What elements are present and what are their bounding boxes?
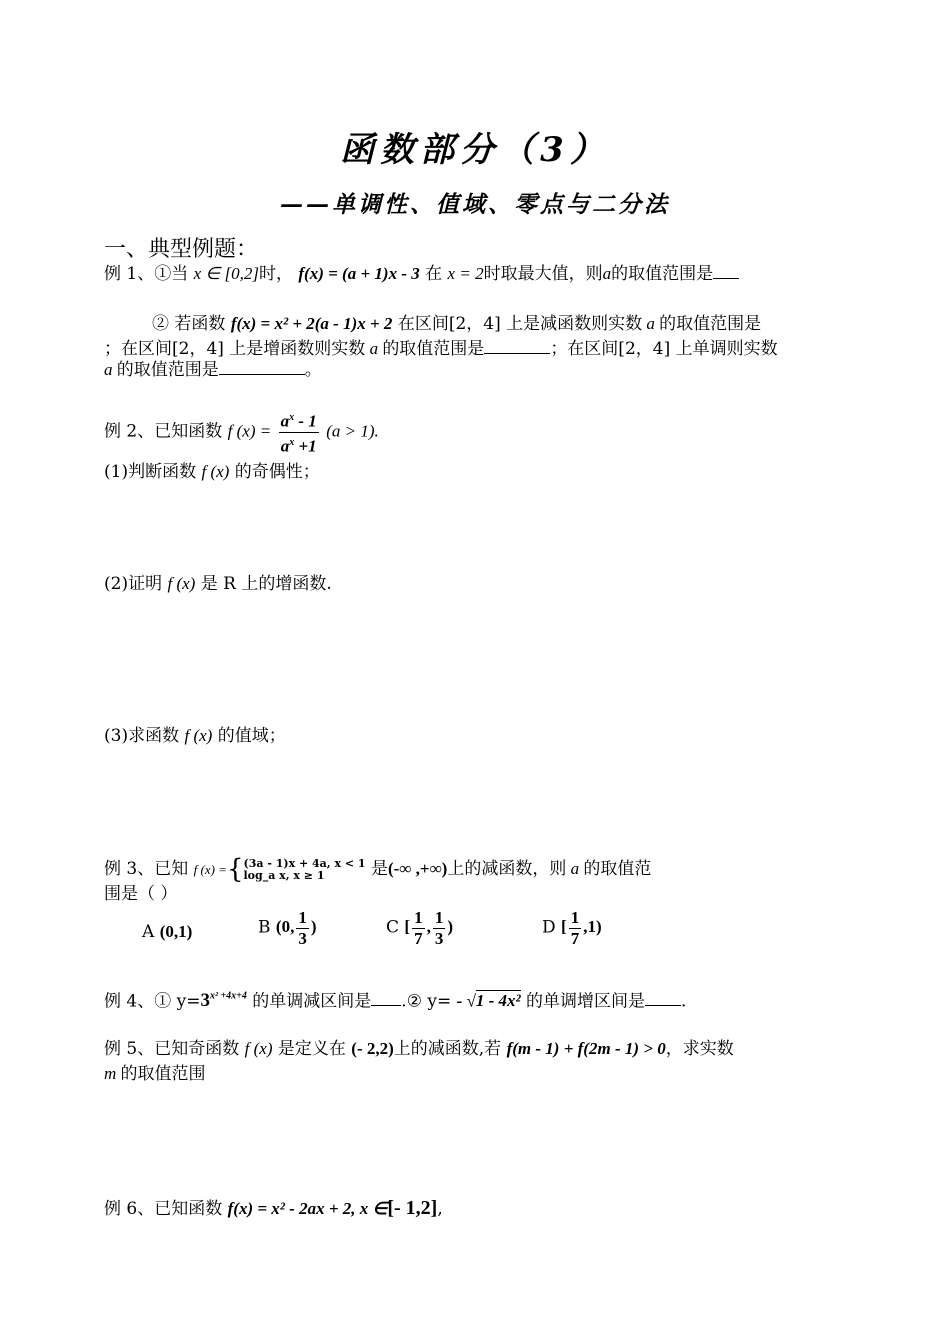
text: ；在区间[2，4] 上是增函数则实数 [104,339,366,359]
example-2 [104,408,379,456]
text: 的取值范围是 [611,264,714,284]
section-heading: 一、典型例题： [104,237,259,262]
answer-blank [219,358,305,375]
math-a: a [642,314,660,333]
page-title: 函数部分（3） [340,130,610,170]
choice-a-text: (0,1) [159,922,193,941]
text: (1)判断函数 [104,462,197,482]
piece-2: log_a x, x ≥ 1 [243,868,325,882]
text: ①当 [154,264,189,284]
text: 的单调减区间是 [252,991,372,1012]
text: 。 [304,360,322,380]
piece-1: (3a - 1)x + 4a, x < 1 [243,856,366,870]
example-3 [104,854,652,885]
text: 例 4、① y= [104,991,201,1012]
text: . [681,991,687,1012]
math-x-in-interval: x ∈ [0,2] [193,264,259,283]
text: 的值域； [217,726,286,746]
choice-c [386,908,453,949]
example-1-part-1 [104,262,739,286]
math-m: m [104,1064,121,1083]
choice-d [542,908,602,949]
math-fx: f (x) [244,1039,273,1058]
example-1-part-2-line-3 [104,358,322,382]
answer-blank [484,337,550,354]
math-function: f(x) = x² - 2ax + 2, x ∈ [227,1199,388,1218]
choice-b-text: (0, $\frac{1}{3}$ ) [275,908,317,948]
answer-blank [371,989,401,1006]
interval: (- 2,2) [351,1039,394,1058]
text: 例 2、已知函数 [104,421,223,442]
text: 的取值范围是 [116,360,219,380]
math-a: a [104,360,117,379]
text: 时取最大值，则 [483,264,603,284]
denominator: $a^x +1$ [280,436,317,456]
text: A [142,922,155,942]
text: (3)求函数 [104,726,180,746]
text: 在 [425,264,443,284]
text: 上的减函数，则 [447,859,567,879]
example-2-question-3 [104,724,286,748]
example-1-label: 例 1、 [104,264,155,284]
text: 是 [370,859,388,879]
text: 的取值范围是 [659,314,762,334]
math-fx: f (x) [167,574,196,593]
text: 在区间[2，4] 上是减函数则实数 [397,314,643,334]
math-a: a [365,339,383,358]
math-power: $3^{x^2 +4x+4}$ [200,990,247,1012]
choice-c-text: [ $\frac{1}{7}$ , $\frac{1}{3}$ ) [404,908,454,948]
text: 例 6、已知函数 [104,1199,223,1219]
example-4 [104,985,686,1013]
example-6 [104,1196,443,1221]
example-2-question-2 [104,572,332,596]
math-function: f(x) = x² + 2(a - 1)x + 2 [230,314,393,333]
text: .② y= [401,991,452,1012]
example-3-line-2: 围是（ ） [104,884,178,904]
text: 时， [258,264,293,284]
math-fx: f (x) = [193,862,227,877]
answer-blank [713,262,739,279]
text: 的单调增区间是 [526,991,646,1012]
math-function: f(x) = (a + 1)x - 3 [298,264,420,283]
page-subtitle: ——单调性、值域、零点与二分法 [280,191,670,218]
math-a: a [566,859,584,878]
example-5-line-2 [104,1062,206,1086]
math-fx: f (x) [184,726,213,745]
choice-b [258,908,317,949]
text: C [386,917,400,938]
piecewise [244,858,366,882]
math-inequality: f(m - 1) + f(2m - 1) > 0 [506,1039,666,1058]
text: 例 3、已知 [104,859,189,879]
fraction [279,408,319,456]
text: 的取值范围是 [382,339,485,359]
text: 的取值范围 [120,1064,206,1084]
text: 例 5、已知奇函数 [104,1039,240,1059]
math-fx: f (x) [201,462,230,481]
text: 是定义在 [277,1039,346,1059]
example-1-part-2 [152,312,761,336]
math-a: a [602,264,612,283]
interval: (-∞ ,+∞) [387,859,448,878]
numerator: $a^x - 1$ [279,408,319,433]
text: 上的减函数,若 [393,1039,502,1059]
text: ，求实数 [665,1039,734,1059]
text: , [437,1199,443,1219]
text: 的奇偶性； [234,462,320,482]
choice-a [142,920,192,944]
text: ；在区间[2，4] 上单调则实数 [550,339,778,359]
text: D [542,917,556,938]
math-sqrt: - √1 - 4x² [456,991,521,1011]
brace: { [226,854,244,885]
math-fx: f (x) = [227,421,272,441]
text: ② 若函数 [152,314,226,334]
text: 的取值范 [583,859,652,879]
condition: (a > 1). [326,421,379,441]
text: B [258,917,271,938]
answer-blank [645,989,681,1006]
choice-d-text: [ $\frac{1}{7}$ ,1) [561,908,602,948]
math-x-equals: x = 2 [447,264,484,283]
example-5 [104,1037,734,1061]
example-2-question-1 [104,460,320,484]
interval: [- 1,2] [387,1197,438,1219]
text: (2)证明 [104,574,163,594]
text: 是 R 上的增函数. [200,574,332,594]
